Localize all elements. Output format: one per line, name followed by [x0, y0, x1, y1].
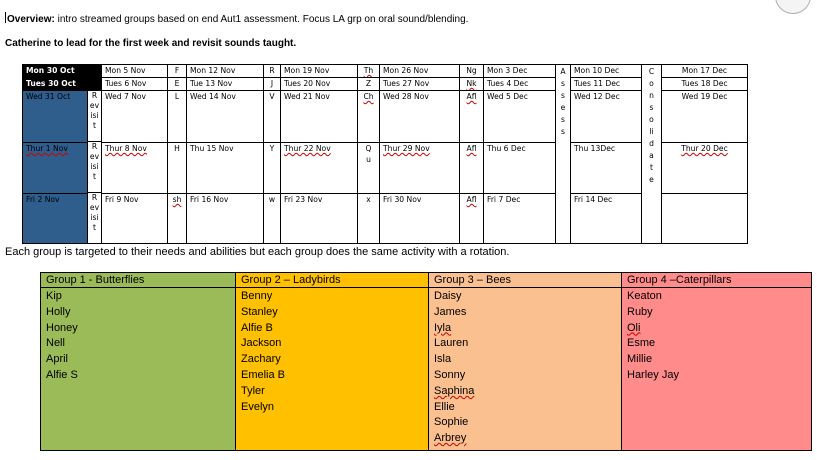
- date-cell: Fri 16 Nov: [187, 194, 264, 244]
- overview-label: Overview:: [7, 14, 55, 25]
- date-cell: Thur 8 Nov: [102, 143, 168, 194]
- sound-cell: Z: [358, 78, 380, 91]
- schedule-row-tuesday: [23, 78, 748, 91]
- member-name: Esme: [627, 337, 656, 350]
- member-name: Emelia B: [241, 368, 286, 381]
- date-cell: Mon 12 Nov: [187, 65, 264, 78]
- sound-cell: L: [168, 91, 187, 143]
- date-cell: Wed 21 Nov: [281, 91, 358, 143]
- date-cell: Mon 3 Dec: [484, 65, 556, 78]
- group-2-members: [236, 288, 429, 451]
- assess-column: A s s e s s: [556, 65, 571, 244]
- date-cell: Tues 6 Nov: [102, 78, 168, 91]
- date-cell: Wed 14 Nov: [187, 91, 264, 143]
- date-cell: Mon 5 Nov: [102, 65, 168, 78]
- member-name: Stanley: [241, 305, 278, 318]
- revisit-column: R ev isi t R ev isi t R ev isi t: [88, 91, 102, 244]
- member-name: April: [46, 353, 69, 366]
- date-cell: Tues 20 Nov: [281, 78, 358, 91]
- sound-cell: Ch: [358, 91, 380, 143]
- date-cell: Tues 4 Dec: [484, 78, 556, 91]
- schedule-row-thursday: [23, 143, 748, 194]
- sound-cell: sh: [168, 194, 187, 244]
- member-name: Alfie B: [241, 321, 273, 334]
- sound-cell: Afl: [460, 143, 484, 194]
- date-cell: Fri 2 Nov: [23, 194, 88, 244]
- sound-cell: Y: [264, 143, 281, 194]
- member-name: Ruby: [627, 305, 653, 318]
- date-cell: Mon 10 Dec: [571, 65, 642, 78]
- overview-text: intro streamed groups based on end Aut1 assessment. Focus LA grp on oral sound/blending.: [54, 14, 469, 25]
- date-cell: Tues 27 Nov: [380, 78, 460, 91]
- date-cell: Thu 13Dec: [571, 143, 642, 194]
- schedule-row-monday: [23, 65, 748, 78]
- group-3-title: Group 3 – Bees: [429, 273, 622, 288]
- date-cell: Fri 23 Nov: [281, 194, 358, 244]
- member-name: Holly: [46, 305, 71, 318]
- date-cell: Fri 9 Nov: [102, 194, 168, 244]
- member-name: Kip: [46, 290, 62, 302]
- rotation-note: Each group is targeted to their needs and abilities but each group does the same activity with a rotation.: [5, 246, 510, 258]
- member-name: Iyla: [434, 321, 452, 334]
- consolidate-column: C o n s o li d a t e: [642, 65, 662, 244]
- member-name: Ellie: [434, 400, 455, 413]
- group-4-members: [622, 288, 812, 451]
- date-cell: Mon 26 Nov: [380, 65, 460, 78]
- sound-cell: x: [358, 194, 380, 244]
- date-cell: Thu 15 Nov: [187, 143, 264, 194]
- date-cell: Tues 30 Oct: [23, 78, 102, 91]
- member-name: Keaton: [627, 290, 662, 302]
- date-cell: Wed 31 Oct: [23, 91, 88, 143]
- groups-table: [40, 272, 812, 451]
- member-name: Zachary: [241, 353, 281, 366]
- member-name: Lauren: [434, 337, 469, 350]
- date-cell: Wed 19 Dec: [662, 91, 748, 143]
- sound-cell: Afl: [460, 91, 484, 143]
- empty-cell: [662, 194, 748, 244]
- date-cell: Mon 17 Dec: [662, 65, 748, 78]
- phonics-schedule-table: [22, 64, 748, 244]
- group-1-members: [41, 288, 236, 451]
- member-name: Benny: [241, 290, 273, 302]
- date-cell: Thur 22 Nov: [281, 143, 358, 194]
- member-name: Sonny: [434, 368, 466, 381]
- sound-cell: F: [168, 65, 187, 78]
- member-name: Daisy: [434, 290, 462, 302]
- groups-header-row: [41, 273, 812, 288]
- groups-members-row: [41, 288, 812, 451]
- date-cell: Wed 7 Nov: [102, 91, 168, 143]
- group-3-members: [429, 288, 622, 451]
- member-name: Jackson: [241, 337, 282, 350]
- date-cell: Mon 19 Nov: [281, 65, 358, 78]
- member-name: Nell: [46, 337, 65, 350]
- sound-cell: V: [264, 91, 281, 143]
- date-cell: Thur 1 Nov: [23, 143, 88, 194]
- sound-cell: E: [168, 78, 187, 91]
- text-cursor: [5, 12, 6, 23]
- member-name: Harley Jay: [627, 368, 679, 381]
- date-cell: Tues 11 Dec: [571, 78, 642, 91]
- member-name: Sophie: [434, 416, 469, 429]
- member-name: Millie: [627, 353, 653, 366]
- group-1-title: Group 1 - Butterflies: [41, 273, 236, 288]
- sound-cell: Afl: [460, 194, 484, 244]
- date-cell: Thur 29 Nov: [380, 143, 460, 194]
- sound-cell: R: [264, 65, 281, 78]
- sound-cell: Q u: [358, 143, 380, 194]
- schedule-row-wednesday: [23, 91, 748, 143]
- member-name: Arbrey: [434, 432, 467, 445]
- lead-note: Catherine to lead for the first week and revisit sounds taught.: [5, 38, 297, 49]
- member-name: Evelyn: [241, 400, 275, 413]
- member-name: Isla: [434, 353, 452, 366]
- member-name: Alfie S: [46, 368, 78, 381]
- member-name: Tyler: [241, 384, 265, 397]
- schedule-row-friday: [23, 194, 748, 244]
- sound-cell: Th: [358, 65, 380, 78]
- date-cell: Fri 7 Dec: [484, 194, 556, 244]
- date-cell: Mon 30 Oct: [23, 65, 102, 78]
- group-4-title: Group 4 –Caterpillars: [622, 273, 812, 288]
- member-name: Oli: [627, 321, 641, 334]
- date-cell: Tue 13 Nov: [187, 78, 264, 91]
- date-cell: Thur 20 Dec: [662, 143, 748, 194]
- member-name: Honey: [46, 321, 78, 334]
- member-name: James: [434, 305, 467, 318]
- group-2-title: Group 2 – Ladybirds: [236, 273, 429, 288]
- sound-cell: Nk: [460, 78, 484, 91]
- sound-cell: Ng: [460, 65, 484, 78]
- date-cell: Fri 30 Nov: [380, 194, 460, 244]
- member-name: Saphina: [434, 384, 475, 397]
- overview-line: [5, 12, 468, 25]
- date-cell: Wed 28 Nov: [380, 91, 460, 143]
- date-cell: Tues 18 Dec: [662, 78, 748, 91]
- sound-cell: w: [264, 194, 281, 244]
- sound-cell: H: [168, 143, 187, 194]
- sound-cell: J: [264, 78, 281, 91]
- corner-button-outline: [775, 0, 811, 14]
- date-cell: Wed 12 Dec: [571, 91, 642, 143]
- date-cell: Fri 14 Dec: [571, 194, 642, 244]
- date-cell: Thu 6 Dec: [484, 143, 556, 194]
- date-cell: Wed 5 Dec: [484, 91, 556, 143]
